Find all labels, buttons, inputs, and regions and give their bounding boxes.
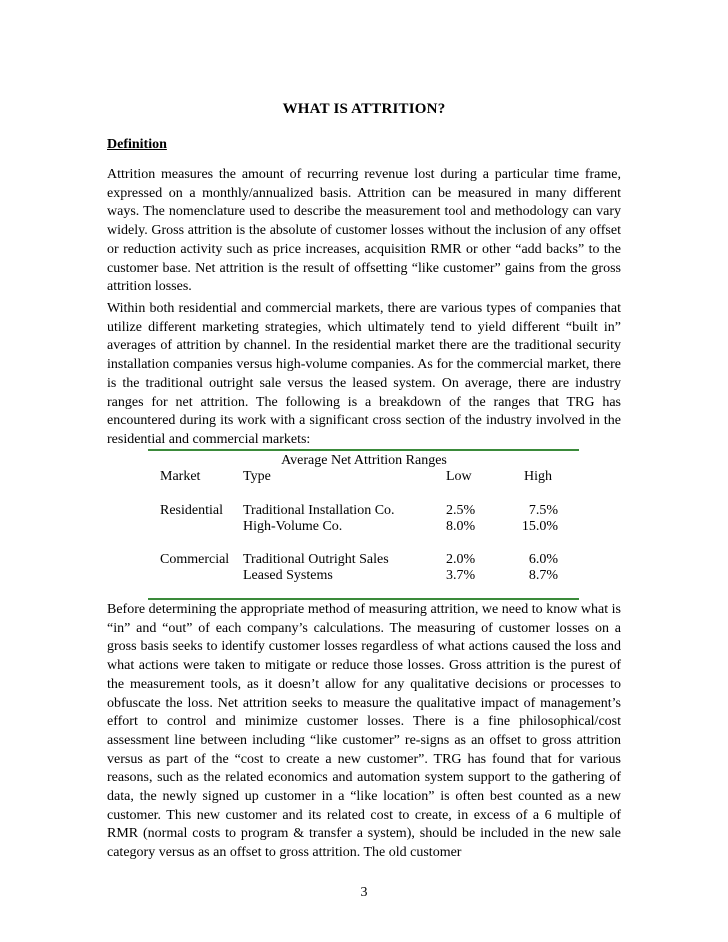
- table-top-rule: [148, 449, 579, 451]
- table-cell-high: 6.0%: [528, 552, 558, 567]
- table-cell-low: 2.5%: [446, 503, 476, 518]
- table-cell-type: Traditional Outright Sales: [243, 552, 389, 567]
- table-cell-high: 8.7%: [528, 568, 558, 583]
- table-cell-type: High-Volume Co.: [243, 519, 343, 534]
- table-cell-low: 3.7%: [446, 568, 476, 583]
- table-cell-type: Traditional Installation Co.: [243, 503, 395, 518]
- section-heading-definition: Definition: [107, 137, 167, 152]
- page-number: 3: [360, 885, 368, 900]
- paragraph-text: Before determining the appropriate method of measuring attrition, we need to know what is “in” and “out” of each company’s calculations. The measuring of customer losses on a gross basis seeks to identify customer losses regardless of what actions caused the loss and what actions were taken to mitigate or reduce those losses. Gross attrition is the purest of the measurement tools, as it doesn’t allow for any qualitative decisions or processes to obfuscate the loss. Net attrition seeks to measure the qualitative impact of management’s effort to control and minimize customer losses. There is a fine philosophical/cost assessment line between including “like customer” re-signs as an offset to gross attrition versus as part of the “cost to create a new customer”. TRG has found that for various reasons, such as the related economics and automation system support to the gathering of data, the newly signed up customer in a “like location” is often best counted as a new customer. This new customer and its related cost to create, in excess of a 6 multiple of RMR (normal costs to program & transfer a system), should be included in the new sale category versus as an offset to gross attrition. The old customer: [107, 602, 621, 861]
- table-header-low: Low: [446, 469, 472, 484]
- table-cell-high: 7.5%: [528, 503, 558, 518]
- paragraph-text: Within both residential and commercial markets, there are various types of companies that utilize different marketing strategies, which ultimately tend to yield different “built in” averages of attrition by channel. In the residential market there are the traditional security installation companies versus high-volume companies. As for the commercial market, there is the traditional outright sale versus the leased system. On average, there are industry ranges for net attrition. The following is a breakdown of the ranges that TRG has encountered during its work with a significant cross section of the industry involved in the residential and commercial markets:: [107, 301, 621, 447]
- table-cell-low: 2.0%: [446, 552, 476, 567]
- page-title: WHAT IS ATTRITION?: [282, 101, 446, 117]
- table-cell-market: Commercial: [160, 552, 230, 567]
- table-cell-market: Residential: [160, 503, 223, 518]
- table-caption: Average Net Attrition Ranges: [281, 453, 447, 468]
- paragraph-measuring: [107, 601, 621, 863]
- paragraph-text: Attrition measures the amount of recurring revenue lost during a particular time frame, expressed on a monthly/annualized basis. Attrition can be measured in many different ways. The nomenclature used to describe the measurement tool and methodology can vary widely. Gross attrition is the absolute of customer losses without the inclusion of any offset or reduction activity such as price increases, acquisition RMR or other “add backs” to the customer base. Net attrition is the result of offsetting “like customer” gains from the gross attrition losses.: [107, 167, 621, 295]
- paragraph-definition: [107, 166, 621, 297]
- paragraph-markets: [107, 300, 621, 450]
- table-header-type: Type: [243, 469, 271, 484]
- table-cell-low: 8.0%: [446, 519, 476, 534]
- table-bottom-rule: [148, 598, 579, 600]
- table-cell-type: Leased Systems: [243, 568, 333, 583]
- table-cell-high: 15.0%: [521, 519, 558, 534]
- table-header-high: High: [524, 469, 552, 484]
- table-header-market: Market: [160, 469, 201, 484]
